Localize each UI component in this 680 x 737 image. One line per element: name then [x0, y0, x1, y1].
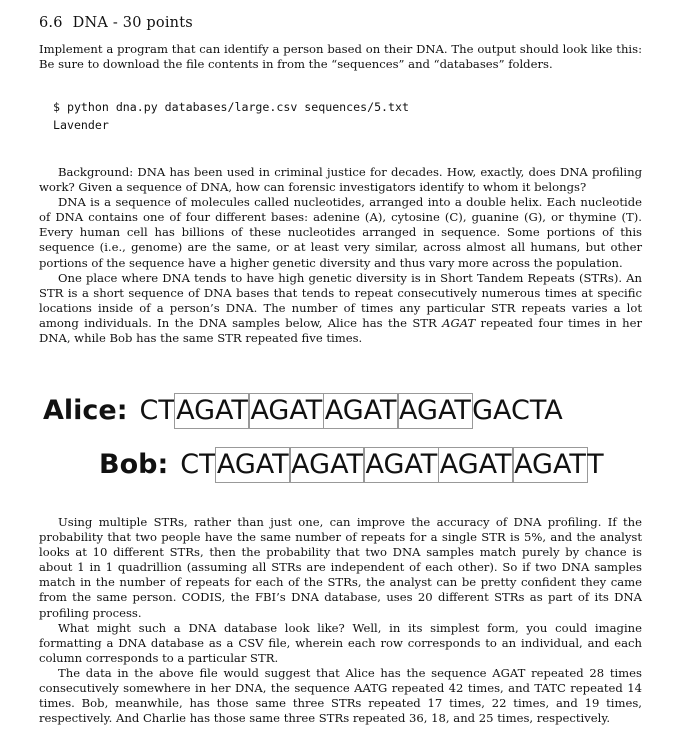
bob-repeat: AGAT — [512, 447, 588, 483]
background-paragraph-2: DNA is a sequence of molecules called nucleotides, arranged into a double helix. Each nucleotide of DNA contains one of four different bases: adenine (A), cytosine (C), guanine (G), or thymine (T). Every human cell has billions of these nucleotides arranged in sequence. Some portions of this sequence (i.e., genome) are the same, or at least very similar, across almost all humans, but other portions of the sequence have a higher genetic diversity and thus vary more across the population. — [39, 195, 642, 270]
profiling-section — [39, 515, 642, 726]
background-section — [39, 165, 642, 346]
str-text-before: One place where DNA tends to have high genetic diversity is in Short Tandem Repeats (STRs). An STR is a short sequence of DNA bases that tends to repeat consecutively numerous times at specific locations inside of a person’s DNA. The number of times any particular STR repeats varies a lot among individuals. In the DNA samples below, Alice has the STR — [39, 270, 642, 330]
code-block — [53, 98, 409, 134]
code-command: $ python dna.py databases/large.csv sequences/5.txt — [53, 100, 409, 114]
alice-sequence — [43, 393, 563, 429]
section-number: 6.6 — [39, 15, 63, 31]
bob-repeat: AGAT — [289, 447, 365, 483]
bob-label: Bob: — [99, 449, 169, 480]
bob-suffix: T — [587, 449, 604, 480]
section-heading — [39, 15, 193, 31]
alice-prefix: CT — [139, 395, 175, 426]
alice-suffix: GACTA — [472, 395, 563, 426]
bob-repeat: AGAT — [363, 447, 439, 483]
bob-sequence — [99, 447, 604, 483]
alice-repeat: AGAT — [174, 393, 250, 429]
intro-block — [39, 42, 642, 72]
bob-repeat: AGAT — [438, 447, 514, 483]
bob-prefix: CT — [180, 449, 216, 480]
intro-paragraph: Implement a program that can identify a person based on their DNA. The output should look like this: Be sure to download the file contents in from the “sequences” and “databases” folders. — [39, 42, 642, 72]
str-text-after: repeated four times in her DNA, while Bob has the same STR repeated five times. — [39, 315, 642, 346]
alice-label: Alice: — [43, 395, 128, 426]
background-paragraph-1: Background: DNA has been used in criminal justice for decades. How, exactly, does DNA profiling work? Given a sequence of DNA, how can forensic investigators identify to whom it belongs? — [39, 165, 642, 195]
profiling-paragraph-2: What might such a DNA database look like? Well, in its simplest form, you could imagine formatting a DNA database as a CSV file, wherein each row corresponds to an individual, and each column corresponds to a particular STR. — [39, 620, 642, 665]
str-name: AGAT — [442, 315, 476, 330]
section-title: DNA - 30 points — [72, 15, 193, 31]
profiling-paragraph-3: The data in the above file would suggest that Alice has the sequence AGAT repeated 28 times consecutively somewhere in her DNA, the sequence AATG repeated 42 times, and TATC repeated 14 times. Bob, meanwhile, has those same three STRs repeated 17 times, 22 times, and 19 times, respectively. And Charlie has those same three STRs repeated 36, 18, and 25 times, respectively. — [39, 665, 642, 726]
background-paragraph-3 — [39, 271, 642, 346]
code-output: Lavender — [53, 118, 109, 132]
alice-repeat: AGAT — [397, 393, 473, 429]
profiling-paragraph-1: Using multiple STRs, rather than just one, can improve the accuracy of DNA profiling. If the probability that two people have the same number of repeats for a single STR is 5%, and the analyst looks at 10 different STRs, then the probability that two DNA samples match purely by chance is about 1 in 1 quadrillion (assuming all STRs are independent of each other). So if two DNA samples match in the number of repeats for each of the STRs, the analyst can be pretty confident they came from the same person. CODIS, the FBI’s DNA database, uses 20 different STRs as part of its DNA profiling process. — [39, 515, 642, 620]
alice-repeat: AGAT — [248, 393, 324, 429]
alice-repeat: AGAT — [323, 393, 399, 429]
bob-repeat: AGAT — [215, 447, 291, 483]
